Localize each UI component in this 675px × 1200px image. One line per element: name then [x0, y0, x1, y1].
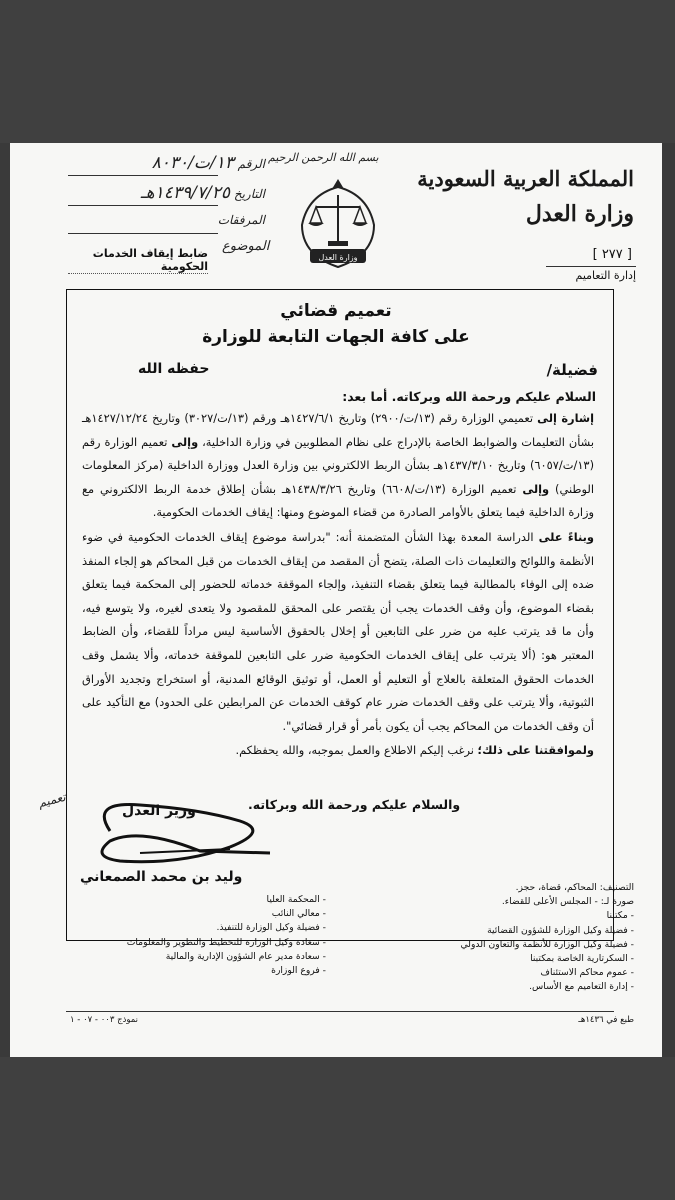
ministry-emblem-icon: [290, 173, 386, 271]
distribution-item: - السكرتارية الخاصة بمكتبنا: [530, 953, 634, 965]
para2-text: الدراسة المعدة بهذا الشأن المتضمنة أنه: "بدراسة موضوع إيقاف الخدمات الحكومية في ضوء الأنظمة واللوائح والتعليمات ذات الصلة، يتضح أن المقصد من إيقاف الخدمات من قبل المحاكم هو إلجاء المنفذ ضده إلى الوفاء بالمطالبة فيما يتعلق بقضاء التنفيذ، وإلجاء الموقفة خدماته للحضور إلى المحكمة فيما يتعلق بقضاء الموضوع، وأن وقف الخدمات يجب أن يقتصر على المحقق للمقصود ولا يتعدى لغيره، ولا يتوسع فيه، وأن ما قد يترتب عليه من ضرر على التابعين أو إخلال بالحقوق الأساسية ليس مراداً للقضاء، وأن الضابط المعتبر هو: (ألا يترتب على إيقاف الخدمات الحكومية ضرر على التابعين للموقفة خدماته، وألا يشمل وقف الخدمات الحقوق المتعلقة بالعلاج أو التعليم أو العمل، أو توثيق الوقائع المدنية، أو استخراج وتجديد الأوراق الثبوتية، وألا يترتب على وقف الخدمات ضرر عام كوقف الخدمات عن المرابطين على الحدود) مع التأكيد على أن وقف الخدمات من المحاكم يجب أن يكون بأمر أو قرار قضائي".: [82, 529, 594, 733]
circular-number: [ ٢٧٧ ]: [592, 247, 632, 262]
form-number: نموذج ٠٠٣ - ٠٧ - ١: [70, 1015, 139, 1025]
top-dark-band: [0, 0, 675, 143]
distribution-item: - فضيلة وكيل الوزارة للشؤون القضائية: [487, 924, 634, 936]
letter-body: [82, 407, 594, 764]
department-name: إدارة التعاميم: [546, 266, 636, 282]
paragraph-1: [82, 407, 594, 525]
distribution-item: - سعادة مدير عام الشؤون الإدارية والمالية: [165, 950, 326, 962]
para1-lead: إشارة إلى: [537, 411, 594, 425]
greeting: السلام عليكم ورحمة الله وبركاته. أما بعد:: [342, 389, 596, 404]
salutation: فضيلة/: [546, 361, 598, 379]
attachments-label: المرفقات: [217, 213, 265, 227]
closing-greeting: والسلام عليكم ورحمة الله وبركاته.: [248, 797, 461, 812]
distribution-item: التصنيف: المحاكم، قضاة، حجز.: [515, 882, 634, 893]
attachments-row: [65, 213, 265, 227]
paragraph-3: [82, 739, 594, 763]
distribution-item: - عموم محاكم الاستئناف: [540, 967, 634, 979]
minister-name: وليد بن محمد الصمعاني: [80, 869, 243, 885]
distribution-item: - المحكمة العليا: [266, 894, 326, 905]
distribution-item: صورة لـ: - المجلس الأعلى للقضاء.: [501, 896, 634, 908]
paragraph-2: [82, 526, 594, 738]
para3-text: نرغب إليكم الاطلاع والعمل بموجبه، والله يحفظكم.: [235, 743, 474, 758]
blessing: حفظه الله: [138, 361, 210, 377]
para1-text: تعميمي الوزارة رقم (١٣/ت/٢٩٠٠) وتاريخ ١٤٢٧/٦/١هـ ورقم (١٣/ت/٣٠٢٧) وتاريخ ١٤٢٧/١٢/٢٤هـ بشأن التعليمات والضوابط الخاصة بالإدراج على نظام المطلوبين في وزارة الداخلية،: [82, 411, 594, 449]
para1-lead3: وإلى: [522, 481, 550, 496]
distribution-item: - مكتبنا: [606, 910, 634, 922]
letter-title: تعميم قضائي: [280, 301, 392, 321]
print-note: طبع في ١٤٣٦هـ: [578, 1015, 634, 1025]
para1-lead2: وإلى: [171, 434, 199, 449]
letter-addressee: على كافة الجهات التابعة للوزارة: [202, 327, 470, 347]
bottom-dark-band: [0, 1057, 675, 1200]
distribution-item: - فضيلة وكيل الوزارة للأنظمة والتعاون الدولي: [460, 938, 634, 950]
margin-note: تعميم: [36, 789, 67, 811]
ref-number-row: [65, 153, 265, 173]
para2-lead: وبناءً على: [538, 529, 595, 544]
subject-value: ضابط إيقاف الخدمات الحكومية: [68, 247, 208, 274]
para3-lead: ولموافقتنا على ذلك؛: [477, 743, 594, 758]
distribution-item: - فروع الوزارة: [271, 965, 326, 977]
emblem-text: وزارة العدل: [318, 253, 358, 262]
para1c-text: تعميم الوزارة (١٣/ت/٦٦٠٨) وتاريخ ١٤٣٨/٣/٢٦هـ بشأن إطلاق خدمة الربط الالكتروني مع وزارة الداخلية فيما يتعلق بالأوامر الصادرة من قضاء الموضوع ومنها: إيقاف الخدمات الحكومية.: [82, 481, 594, 520]
distribution-item: - إدارة التعاميم مع الأساس.: [529, 981, 634, 993]
ref-label: الرقم: [237, 157, 265, 171]
distribution-right: [394, 881, 634, 995]
ref-value: ١٣/ت/٨٠٣٠: [151, 153, 234, 173]
distribution-item: - سعادة وكيل الوزارة للتخطيط والتطوير والمعلومات: [126, 936, 326, 948]
para1b-text: تعميم الوزارة رقم (١٣/ت/٦٠٥٧) وتاريخ ١٤٣٧/٣/١٠هـ بشأن الربط الالكتروني بين وزارة العدل ووزارة الداخلية (مركز المعلومات الوطني): [82, 434, 595, 496]
distribution-item: - فضيلة وكيل الوزارة للتنفيذ.: [216, 922, 326, 934]
distribution-item: - معالي النائب: [271, 908, 326, 920]
distribution-left: [106, 893, 326, 978]
subject-label: الموضوع: [222, 239, 270, 254]
date-label: التاريخ: [233, 187, 265, 201]
ministry-name: وزارة العدل: [525, 201, 634, 227]
minister-title: وزير العدل: [122, 803, 196, 819]
date-value: ١٤٣٩/٧/٢٥هـ: [140, 183, 231, 203]
date-row: [65, 183, 265, 203]
document-page: [10, 143, 662, 1057]
kingdom-name: المملكة العربية السعودية: [417, 166, 634, 191]
basmala: بسم الله الرحمن الرحيم: [268, 151, 379, 164]
